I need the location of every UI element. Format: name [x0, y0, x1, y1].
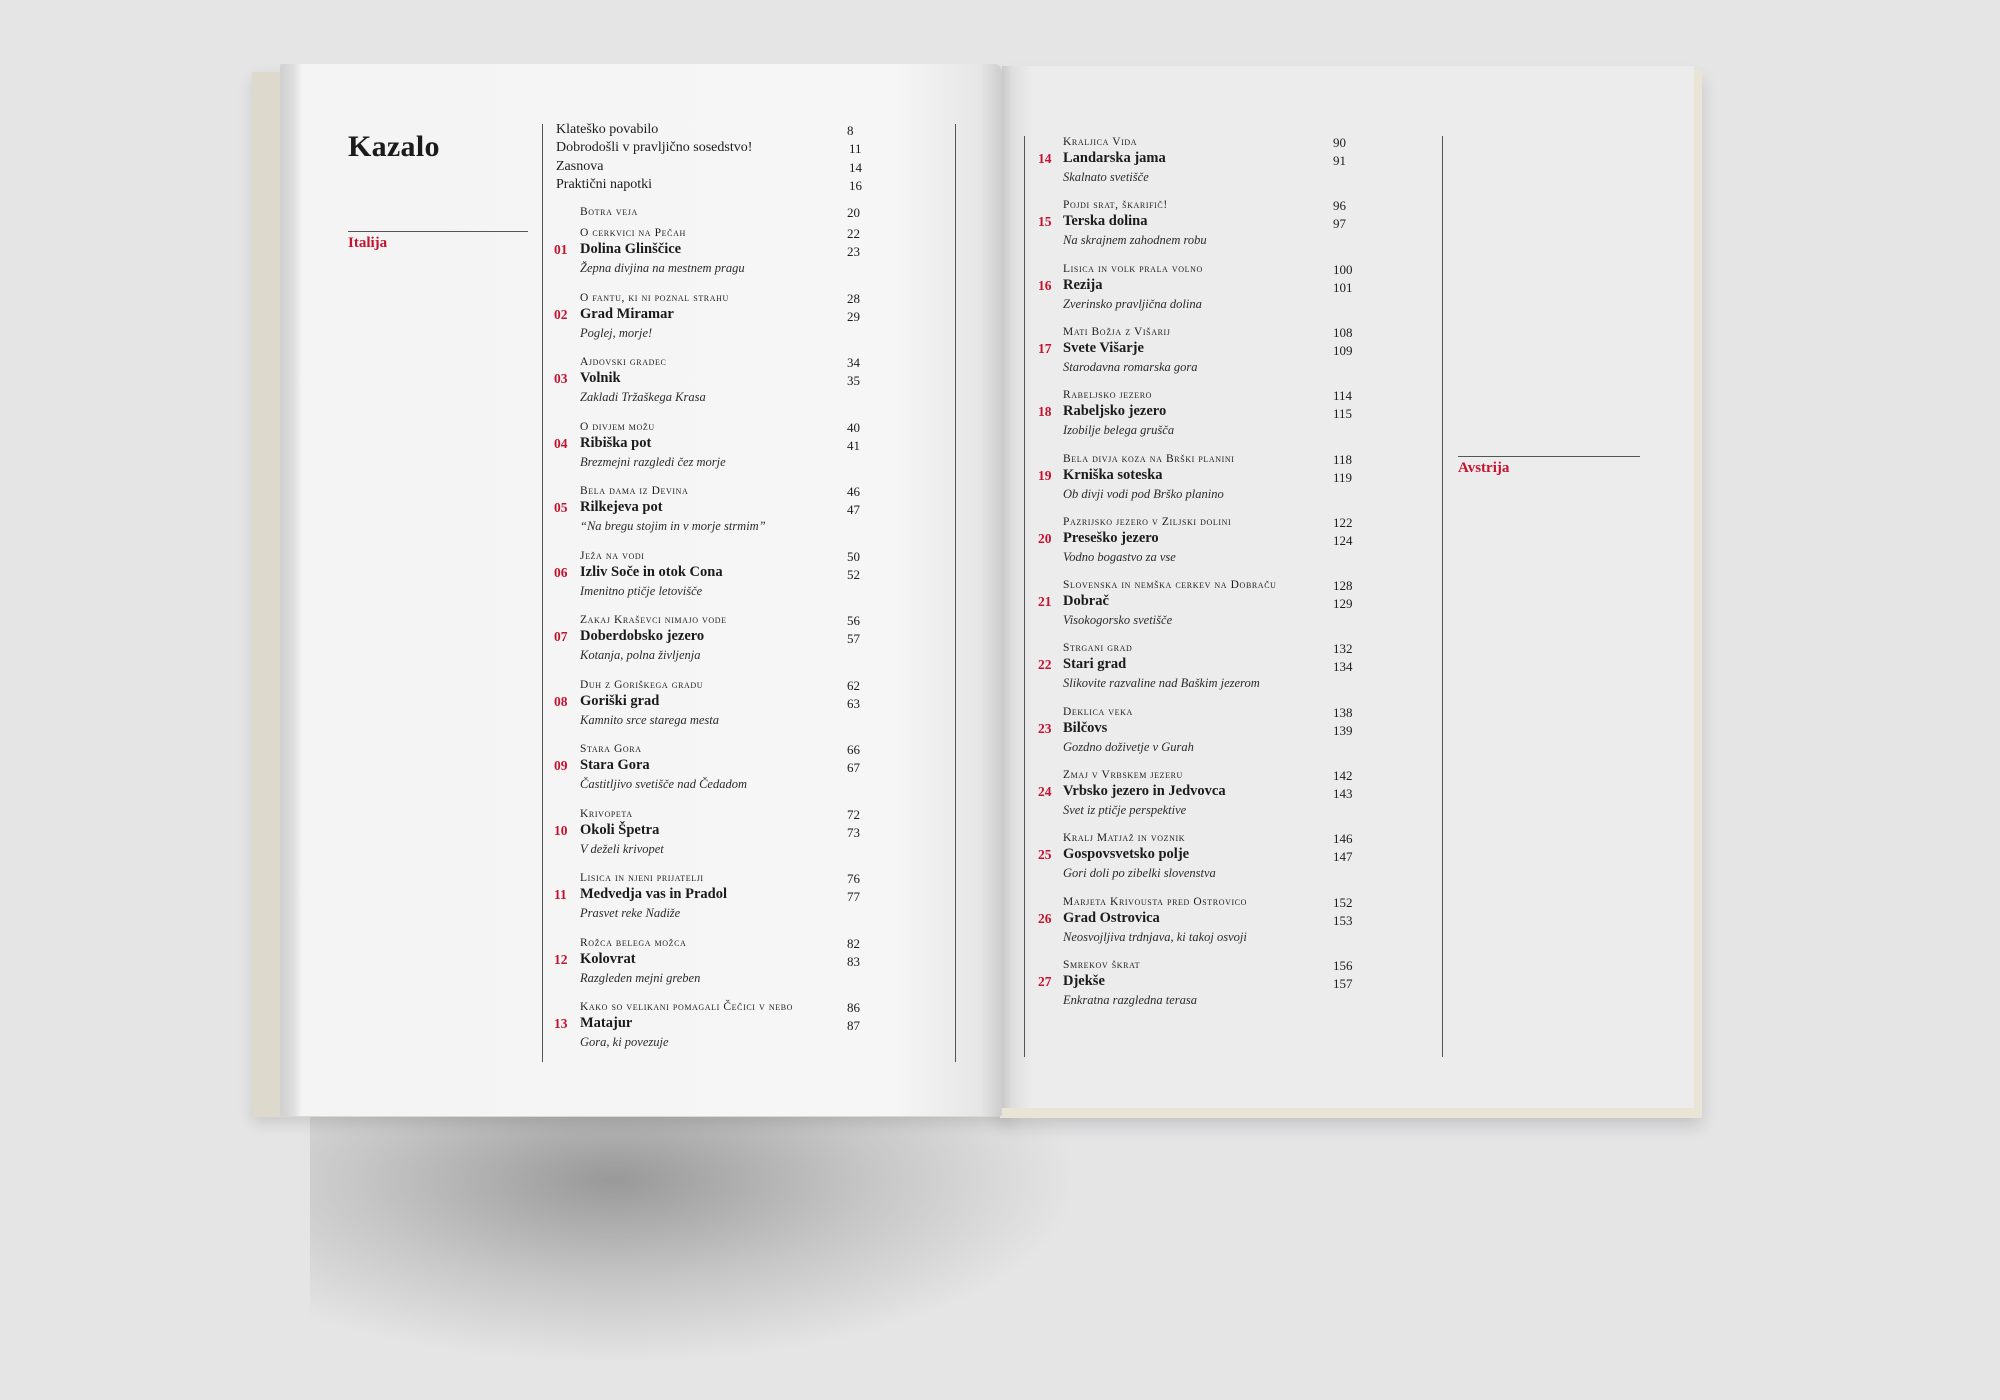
toc-chapter-title[interactable]: Matajur: [580, 1015, 633, 1031]
toc-chapter-page: 47: [847, 502, 860, 517]
toc-intro-title[interactable]: Klateško povabilo: [556, 122, 659, 137]
toc-prelude-page: 20: [847, 205, 860, 220]
toc-chapter-subtitle: Svet iz ptičje perspektive: [1063, 803, 1187, 817]
toc-chapter-number: 27: [1038, 973, 1052, 989]
toc-chapter-number: 24: [1038, 784, 1052, 799]
toc-chapter-subtitle: Poglej, morje!: [580, 325, 653, 340]
toc-chapter-number: 26: [1038, 910, 1052, 926]
toc-chapter-pretitle[interactable]: Bela dama iz Devina: [580, 485, 689, 497]
toc-chapter-title[interactable]: Okoli Špetra: [580, 821, 660, 838]
toc-chapter-subtitle: Slikovite razvaline nad Baškim jezerom: [1063, 676, 1260, 691]
toc-chapter-number: 19: [1038, 467, 1052, 483]
toc-chapter-page: 153: [1333, 912, 1353, 928]
toc-chapter-subtitle: Zakladi Tržaškega Krasa: [580, 390, 706, 404]
toc-intro-page: 8: [847, 123, 854, 138]
toc-chapter-number: 09: [554, 758, 568, 773]
toc-chapter-pretitle-page: 146: [1333, 831, 1353, 847]
toc-chapter-number: 15: [1038, 214, 1052, 230]
toc-chapter-pretitle[interactable]: Krivopeta: [580, 807, 633, 820]
toc-chapter-subtitle: Na skrajnem zahodnem robu: [1063, 233, 1207, 248]
toc-chapter-title[interactable]: Vrbsko jezero in Jedvovca: [1063, 783, 1226, 799]
toc-chapter-pretitle-page: 82: [847, 935, 860, 951]
toc-chapter-pretitle-page: 86: [847, 1000, 860, 1015]
toc-chapter-page: 101: [1333, 279, 1353, 295]
toc-chapter-page: 143: [1333, 786, 1353, 801]
toc-chapter-pretitle-page: 76: [847, 871, 860, 886]
toc-chapter-subtitle: Kamnito srce starega mesta: [580, 712, 719, 727]
toc-chapter-pretitle-page: 122: [1333, 514, 1353, 530]
toc-chapter-pretitle-page: 72: [847, 806, 860, 822]
region-rule-italija: [348, 231, 528, 232]
toc-chapter-subtitle: Razgleden mejni greben: [580, 970, 701, 985]
toc-chapter-page: 67: [847, 760, 860, 775]
toc-chapter-number: 01: [554, 242, 568, 257]
toc-chapter-title[interactable]: Preseško jezero: [1063, 529, 1159, 546]
toc-chapter-number: 07: [554, 629, 568, 644]
toc-chapter-pretitle-page: 132: [1333, 641, 1353, 657]
toc-chapter-number: 12: [554, 951, 568, 967]
toc-chapter-title[interactable]: Svete Višarje: [1063, 339, 1144, 356]
toc-chapter-title[interactable]: Volnik: [580, 370, 621, 386]
toc-chapter-pretitle[interactable]: Deklica veka: [1063, 705, 1133, 718]
toc-chapter-subtitle: Gori doli po zibelki slovenstva: [1063, 866, 1216, 881]
toc-chapter-pretitle-page: 62: [847, 677, 860, 693]
toc-chapter-title[interactable]: Krniška soteska: [1063, 466, 1163, 483]
toc-chapter-number: 14: [1038, 151, 1052, 166]
toc-chapter-pretitle[interactable]: Pojdi srat, škarifič!: [1063, 199, 1168, 212]
toc-chapter-pretitle-page: 156: [1333, 957, 1353, 973]
toc-chapter-page: 52: [847, 566, 860, 582]
toc-chapter-page: 109: [1333, 342, 1353, 358]
toc-chapter-subtitle: V deželi krivopet: [580, 841, 664, 856]
toc-chapter-pretitle[interactable]: Lisica in njeni prijatelji: [580, 872, 704, 884]
toc-chapter-number: 13: [554, 1016, 568, 1031]
toc-chapter-pretitle[interactable]: Strgani grad: [1063, 642, 1133, 655]
region-rule-avstrija: [1458, 456, 1640, 457]
toc-chapter-subtitle: Imenitno ptičje letovišče: [580, 583, 703, 598]
column-rule: [955, 124, 956, 1062]
toc-chapter-pretitle[interactable]: Bela divja koza na Brški planini: [1063, 452, 1235, 465]
toc-chapter-pretitle[interactable]: O cerkvici na Pečah: [580, 227, 686, 239]
toc-chapter-pretitle[interactable]: Rabeljsko jezero: [1063, 389, 1153, 402]
toc-chapter-page: 91: [1333, 153, 1346, 168]
toc-chapter-pretitle-page: 56: [847, 613, 860, 628]
toc-chapter-pretitle[interactable]: Slovenska in nemška cerkev na Dobraču: [1063, 579, 1277, 592]
toc-chapter-pretitle[interactable]: Lisica in volk prala volno: [1063, 262, 1203, 275]
toc-chapter-page: 73: [847, 824, 860, 840]
toc-chapter-title[interactable]: Rezija: [1063, 276, 1103, 293]
toc-chapter-pretitle-page: 46: [847, 484, 860, 499]
toc-chapter-pretitle-page: 108: [1333, 324, 1353, 340]
toc-chapter-title[interactable]: Gospovsvetsko polje: [1063, 846, 1190, 863]
toc-chapter-number: 16: [1038, 277, 1052, 293]
toc-chapter-title[interactable]: Izliv Soče in otok Cona: [580, 563, 723, 580]
toc-chapter-pretitle-page: 118: [1333, 451, 1353, 467]
toc-chapter-pretitle-page: 22: [847, 226, 860, 241]
toc-chapter-pretitle[interactable]: Kako so velikani pomagali Čečici v nebo: [580, 1001, 794, 1013]
toc-chapter-subtitle: “Na bregu stojim in v morje strmim”: [580, 519, 766, 533]
toc-chapter-subtitle: Vodno bogastvo za vse: [1063, 549, 1176, 564]
toc-chapter-page: 147: [1333, 849, 1353, 865]
toc-chapter-number: 02: [554, 306, 568, 322]
toc-chapter-page: 83: [847, 953, 860, 969]
toc-chapter-title[interactable]: Djekše: [1063, 972, 1105, 989]
toc-chapter-subtitle: Enkratna razgledna terasa: [1063, 992, 1198, 1007]
toc-chapter-pretitle-page: 50: [847, 548, 860, 564]
toc-chapter-subtitle: Izobilje belega grušča: [1063, 423, 1175, 438]
toc-chapter-title[interactable]: Stari grad: [1063, 656, 1127, 673]
toc-chapter-subtitle: Žepna divjina na mestnem pragu: [580, 261, 745, 275]
toc-chapter-pretitle-page: 100: [1333, 261, 1353, 277]
toc-chapter-number: 18: [1038, 404, 1052, 420]
toc-chapter-pretitle-page: 40: [847, 419, 860, 435]
toc-chapter-subtitle: Kotanja, polna življenja: [580, 648, 701, 662]
toc-chapter-title[interactable]: Grad Ostrovica: [1063, 909, 1160, 926]
toc-chapter-title[interactable]: Stara Gora: [580, 757, 650, 773]
toc-chapter-pretitle[interactable]: Ježa na vodi: [580, 549, 645, 562]
toc-chapter-subtitle: Neosvojljiva trdnjava, ki takoj osvoji: [1063, 929, 1247, 944]
toc-chapter-subtitle: Skalnato svetišče: [1063, 170, 1149, 184]
toc-chapter-page: 63: [847, 695, 860, 711]
column-rule: [1024, 136, 1025, 1057]
toc-chapter-page: 124: [1333, 532, 1353, 548]
toc-chapter-subtitle: Visokogorsko svetišče: [1063, 613, 1173, 628]
toc-chapter-pretitle[interactable]: Duh z Goriškega gradu: [580, 678, 704, 691]
toc-chapter-subtitle: Častitljivo svetišče nad Čedadom: [580, 777, 747, 791]
toc-chapter-pretitle-page: 28: [847, 290, 860, 306]
column-rule: [1442, 136, 1443, 1057]
toc-chapter-number: 23: [1038, 720, 1052, 736]
region-label-italija: Italija: [348, 235, 388, 251]
toc-chapter-pretitle-page: 96: [1333, 198, 1346, 214]
toc-chapter-pretitle-page: 152: [1333, 894, 1353, 910]
toc-chapter-number: 20: [1038, 530, 1052, 546]
toc-chapter-title[interactable]: Terska dolina: [1063, 213, 1148, 230]
toc-chapter-pretitle-page: 128: [1333, 578, 1353, 594]
toc-chapter-page: 97: [1333, 216, 1346, 232]
toc-chapter-number: 05: [554, 500, 568, 515]
toc-intro-title[interactable]: Zasnova: [556, 159, 604, 174]
toc-chapter-title[interactable]: Bilčovs: [1063, 719, 1108, 736]
toc-intro-page: 11: [849, 141, 862, 156]
toc-chapter-page: 29: [847, 308, 860, 324]
toc-chapter-subtitle: Gora, ki povezuje: [580, 1035, 669, 1049]
toc-chapter-pretitle[interactable]: Rožca belega možca: [580, 936, 687, 949]
toc-chapter-subtitle: Starodavna romarska gora: [1063, 359, 1198, 374]
toc-intro-title[interactable]: Praktični napotki: [556, 177, 653, 192]
toc-chapter-title[interactable]: Rilkejeva pot: [580, 499, 663, 515]
toc-chapter-number: 06: [554, 564, 568, 580]
toc-chapter-page: 77: [847, 889, 860, 904]
toc-chapter-pretitle[interactable]: Ajdovski gradec: [580, 356, 667, 368]
toc-chapter-number: 08: [554, 693, 568, 709]
toc-intro-title[interactable]: Dobrodošli v pravljično sosedstvo!: [556, 140, 753, 155]
toc-chapter-page: 115: [1333, 406, 1353, 422]
toc-chapter-pretitle[interactable]: Kralj Matjaž in voznik: [1063, 832, 1186, 845]
toc-chapter-pretitle-page: 114: [1333, 388, 1353, 404]
toc-chapter-page: 119: [1333, 469, 1353, 485]
toc-chapter-title[interactable]: Dobrač: [1063, 593, 1109, 610]
toc-chapter-title[interactable]: Dolina Glinščice: [580, 241, 682, 257]
toc-chapter-subtitle: Gozdno doživetje v Gurah: [1063, 739, 1194, 754]
toc-chapter-title[interactable]: Medvedja vas in Pradol: [580, 886, 728, 902]
toc-chapter-pretitle[interactable]: O fantu, ki ni poznal strahu: [580, 291, 729, 304]
toc-chapter-pretitle[interactable]: Mati Božja z Višarij: [1063, 325, 1171, 338]
toc-chapter-subtitle: Brezmejni razgledi čez morje: [580, 454, 726, 469]
toc-chapter-title[interactable]: Doberdobsko jezero: [580, 628, 705, 644]
toc-chapter-pretitle[interactable]: Stara Gora: [580, 743, 642, 755]
column-rule: [542, 124, 543, 1062]
toc-chapter-pretitle-page: 142: [1333, 768, 1353, 783]
toc-chapter-pretitle-page: 138: [1333, 704, 1353, 720]
toc-chapter-subtitle: Zverinsko pravljična dolina: [1063, 296, 1202, 311]
toc-chapter-title[interactable]: Goriški grad: [580, 692, 660, 709]
toc-chapter-pretitle[interactable]: Pazrijsko jezero v Ziljski dolini: [1063, 515, 1232, 528]
toc-chapter-number: 21: [1038, 594, 1052, 610]
toc-chapter-title[interactable]: Kolovrat: [580, 950, 636, 967]
toc-chapter-pretitle[interactable]: Zmaj v Vrbskem jezeru: [1063, 769, 1183, 781]
toc-chapter-number: 17: [1038, 340, 1052, 356]
toc-chapter-page: 35: [847, 373, 860, 388]
toc-chapter-page: 157: [1333, 975, 1353, 991]
toc-chapter-page: 129: [1333, 596, 1353, 612]
region-label-avstrija: Avstrija: [1458, 460, 1510, 476]
toc-chapter-pretitle[interactable]: Zakaj Kraševci nimajo vode: [580, 614, 727, 626]
toc-chapter-page: 23: [847, 244, 860, 259]
toc-chapter-pretitle-page: 34: [847, 355, 860, 370]
toc-chapter-page: 134: [1333, 659, 1353, 675]
toc-chapter-title[interactable]: Rabeljsko jezero: [1063, 403, 1167, 420]
toc-chapter-number: 04: [554, 435, 568, 451]
toc-chapter-subtitle: Prasvet reke Nadiže: [580, 906, 681, 920]
toc-chapter-pretitle-page: 90: [1333, 135, 1346, 150]
toc-prelude-title[interactable]: Botra veja: [580, 206, 638, 218]
toc-chapter-number: 03: [554, 371, 568, 386]
page-title: Kazalo: [348, 130, 440, 163]
toc-chapter-page: 57: [847, 631, 860, 646]
toc-chapter-pretitle[interactable]: Kraljica Vida: [1063, 136, 1138, 148]
toc-chapter-title[interactable]: Grad Miramar: [580, 305, 674, 322]
toc-chapter-pretitle[interactable]: Smrekov škrat: [1063, 958, 1141, 971]
toc-chapter-number: 10: [554, 822, 568, 838]
toc-intro-page: 14: [849, 160, 862, 175]
toc-chapter-page: 87: [847, 1018, 860, 1033]
toc-chapter-number: 25: [1038, 847, 1052, 863]
toc-chapter-number: 22: [1038, 657, 1052, 673]
toc-chapter-pretitle[interactable]: Marjeta Krivousta pred Ostrovico: [1063, 895, 1248, 908]
toc-chapter-pretitle-page: 66: [847, 742, 860, 757]
toc-chapter-title[interactable]: Landarska jama: [1063, 150, 1166, 166]
toc-chapter-page: 139: [1333, 722, 1353, 738]
toc-chapter-page: 41: [847, 437, 860, 453]
toc-intro-page: 16: [849, 178, 862, 193]
toc-chapter-title[interactable]: Ribiška pot: [580, 434, 652, 451]
toc-chapter-pretitle[interactable]: O divjem možu: [580, 420, 655, 433]
toc-chapter-number: 11: [554, 887, 567, 902]
toc-chapter-subtitle: Ob divji vodi pod Brško planino: [1063, 486, 1224, 501]
